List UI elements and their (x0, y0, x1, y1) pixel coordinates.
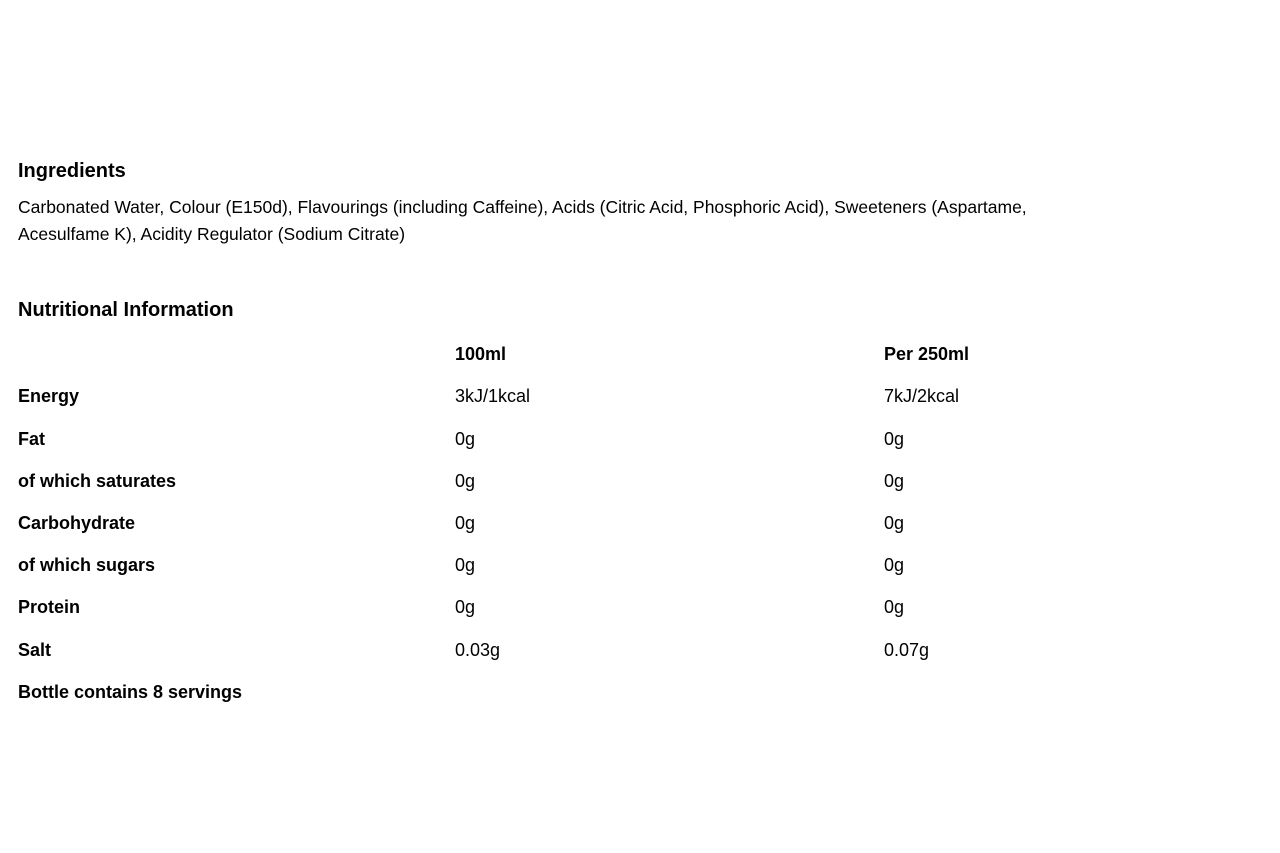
nutrition-table-header (18, 339, 1280, 369)
nutrient-label: Salt (18, 640, 52, 660)
nutrition-heading: Nutritional Information (18, 299, 234, 321)
nutrient-label: Fat (18, 429, 45, 449)
nutrient-label: of which saturates (18, 471, 177, 491)
nutrient-label: Protein (18, 597, 81, 617)
table-row (18, 635, 1280, 665)
ingredients-text: Carbonated Water, Colour (E150d), Flavourings (including Caffeine), Acids (Citric Acid, Phosphoric Acid), Sweeteners (Aspartame, Acesulfame K), Acidity Regulator (Sodium Citrate) (18, 197, 1027, 244)
table-row (18, 550, 1280, 580)
table-row (18, 424, 1280, 454)
value-per-250ml: 0g (884, 555, 905, 575)
value-per-100ml: 0g (455, 429, 476, 449)
nutrient-label: Carbohydrate (18, 513, 136, 533)
value-per-250ml: 0g (884, 513, 905, 533)
value-per-250ml: 0.07g (884, 640, 930, 660)
table-row (18, 592, 1280, 622)
value-per-250ml: 0g (884, 471, 905, 491)
ingredients-heading: Ingredients (18, 160, 126, 182)
nutrient-label: of which sugars (18, 555, 156, 575)
nutrient-label: Energy (18, 386, 80, 406)
value-per-100ml: 0g (455, 471, 476, 491)
table-row (18, 381, 1280, 411)
value-per-100ml: 0g (455, 513, 476, 533)
value-per-250ml: 7kJ/2kcal (884, 386, 960, 406)
value-per-100ml: 0.03g (455, 640, 501, 660)
value-per-250ml: 0g (884, 429, 905, 449)
value-per-100ml: 0g (455, 597, 476, 617)
table-row (18, 466, 1280, 496)
value-per-100ml: 3kJ/1kcal (455, 386, 531, 406)
table-row (18, 508, 1280, 538)
column-header-per-250ml: Per 250ml (884, 344, 970, 364)
column-header-100ml: 100ml (455, 344, 507, 364)
value-per-100ml: 0g (455, 555, 476, 575)
value-per-250ml: 0g (884, 597, 905, 617)
servings-note: Bottle contains 8 servings (18, 682, 243, 702)
